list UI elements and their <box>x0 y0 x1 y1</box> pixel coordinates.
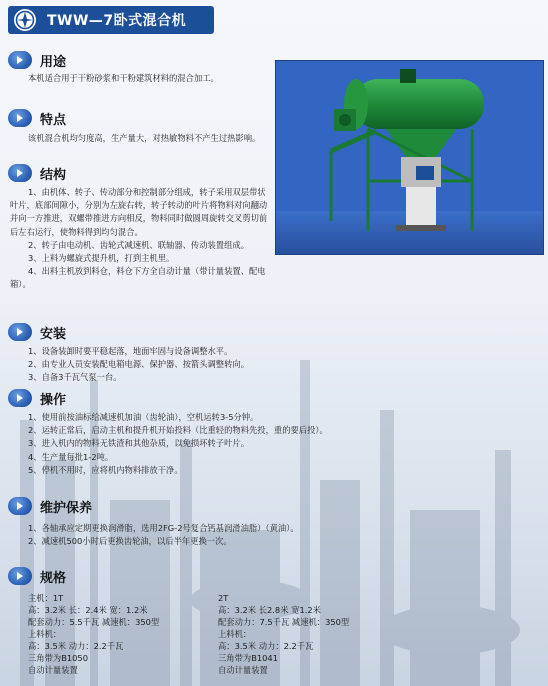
specs-column-1t <box>28 592 159 676</box>
section-install-body <box>10 345 530 385</box>
title-bar <box>8 6 214 34</box>
company-logo-icon <box>13 8 37 32</box>
section-use-heading <box>8 50 66 70</box>
features-text: 该机混合机均匀度高，生产量大，对热敏物料不产生过热影响。 <box>28 133 261 143</box>
arrow-right-icon <box>8 389 32 407</box>
operation-item: 3、进入机内的物料无铁渣和其他杂质，以免损坏转子叶片。 <box>28 438 249 449</box>
section-specs-heading <box>8 566 66 586</box>
install-item: 2、由专业人员安装配电箱电源、保护器、按箭头调整转向。 <box>28 359 249 370</box>
structure-paragraph: 1、由机体、转子、传动部分和控制部分组成，转子采用双层带状叶片，底部间隙小，分别为左旋右转，转子转动的叶片将物料对向翻动并向一方推进，双螺带推进方向相反，物料同时做圆周旋转交叉剪切前后左右运行，使物料得到均匀混合。 <box>10 187 268 237</box>
section-use-body <box>10 72 268 85</box>
arrow-right-icon <box>8 567 32 585</box>
spec-line: 2T <box>218 593 229 603</box>
section-title: 结构 <box>40 167 67 183</box>
section-structure-heading <box>8 163 66 183</box>
structure-paragraph: 4、出料主机放到料仓，料仓下方全自动计量（带计量装置、配电箱）。 <box>10 266 266 290</box>
structure-paragraph: 2、转子由电动机、齿轮式减速机、联轴器、传动装置组成。 <box>28 239 249 250</box>
maintenance-item: 1、各轴承应定期更换润滑脂，选用2FG-2号复合钙基润滑油脂）（黄油）。 <box>28 523 299 533</box>
spec-line: 主机：1T <box>28 593 64 603</box>
operation-item: 1、使用前按油标给减速机加油（齿轮油），空机运转3-5分钟。 <box>28 412 259 422</box>
page-title: TWW—7卧式混合机 <box>47 13 187 29</box>
arrow-right-icon <box>8 497 32 515</box>
mixer-machine-illustration <box>276 61 543 254</box>
arrow-right-icon <box>8 109 32 127</box>
spec-line: 上料机： <box>28 629 62 639</box>
spec-line: 高：3.2米 长：2.4米 宽：1.2米 <box>28 605 148 615</box>
spec-line: 三角带为B1050 <box>28 653 88 663</box>
spec-line: 高：3.5米 动力：2.2千瓦 <box>28 641 124 651</box>
arrow-right-icon <box>8 164 32 182</box>
section-title: 用途 <box>40 54 67 70</box>
structure-paragraph: 3、上料为螺旋式提升机，打到主机里。 <box>28 253 175 264</box>
section-operation-heading <box>8 388 66 408</box>
spec-line: 三角带为B1041 <box>218 653 278 663</box>
section-title: 特点 <box>40 112 67 128</box>
install-item: 3、自备3千瓦气泵一台。 <box>28 372 122 383</box>
section-features-body <box>10 132 268 145</box>
operation-item: 2、运转正常后，启动主机和提升机开始投料（比重轻的物料先投，重的要后投）。 <box>28 425 328 436</box>
arrow-right-icon <box>8 323 32 341</box>
section-operation-body <box>10 411 530 477</box>
spec-line: 配套动力：7.5千瓦 减速机：350型 <box>218 617 350 627</box>
section-title: 规格 <box>40 570 67 586</box>
section-title: 维护保养 <box>40 500 93 516</box>
install-item: 1、设备装卸时要平稳起落，地面牢固与设备调整水平。 <box>28 346 233 356</box>
spec-line: 自动计量装置 <box>28 665 78 675</box>
operation-item: 4、生产量每批1-2吨。 <box>28 451 114 462</box>
spec-line: 高：3.5米 动力：2.2千瓦 <box>218 641 314 651</box>
operation-item: 5、停机不用时，应将机内物料排放干净。 <box>28 464 183 475</box>
section-structure-body <box>10 186 268 292</box>
use-text: 本机适合用于干粉砂浆和干粉建筑材料的混合加工。 <box>28 73 219 83</box>
product-photo <box>275 60 544 255</box>
section-title: 操作 <box>40 392 67 408</box>
spec-line: 自动计量装置 <box>218 665 268 675</box>
section-maintenance-body <box>10 522 530 548</box>
arrow-right-icon <box>8 51 32 69</box>
spec-line: 上料机： <box>218 629 252 639</box>
section-features-heading <box>8 108 66 128</box>
section-title: 安装 <box>40 326 67 342</box>
section-install-heading <box>8 322 66 342</box>
spec-line: 配套动力：5.5千瓦 减速机：350型 <box>28 617 160 627</box>
maintenance-item: 2、减速机500小时后更换齿轮油，以后半年更换一次。 <box>28 536 232 547</box>
spec-line: 高：3.2米 长2.8米 宽1.2米 <box>218 605 321 615</box>
specs-column-2t <box>218 592 349 676</box>
section-maintenance-heading <box>8 496 92 516</box>
